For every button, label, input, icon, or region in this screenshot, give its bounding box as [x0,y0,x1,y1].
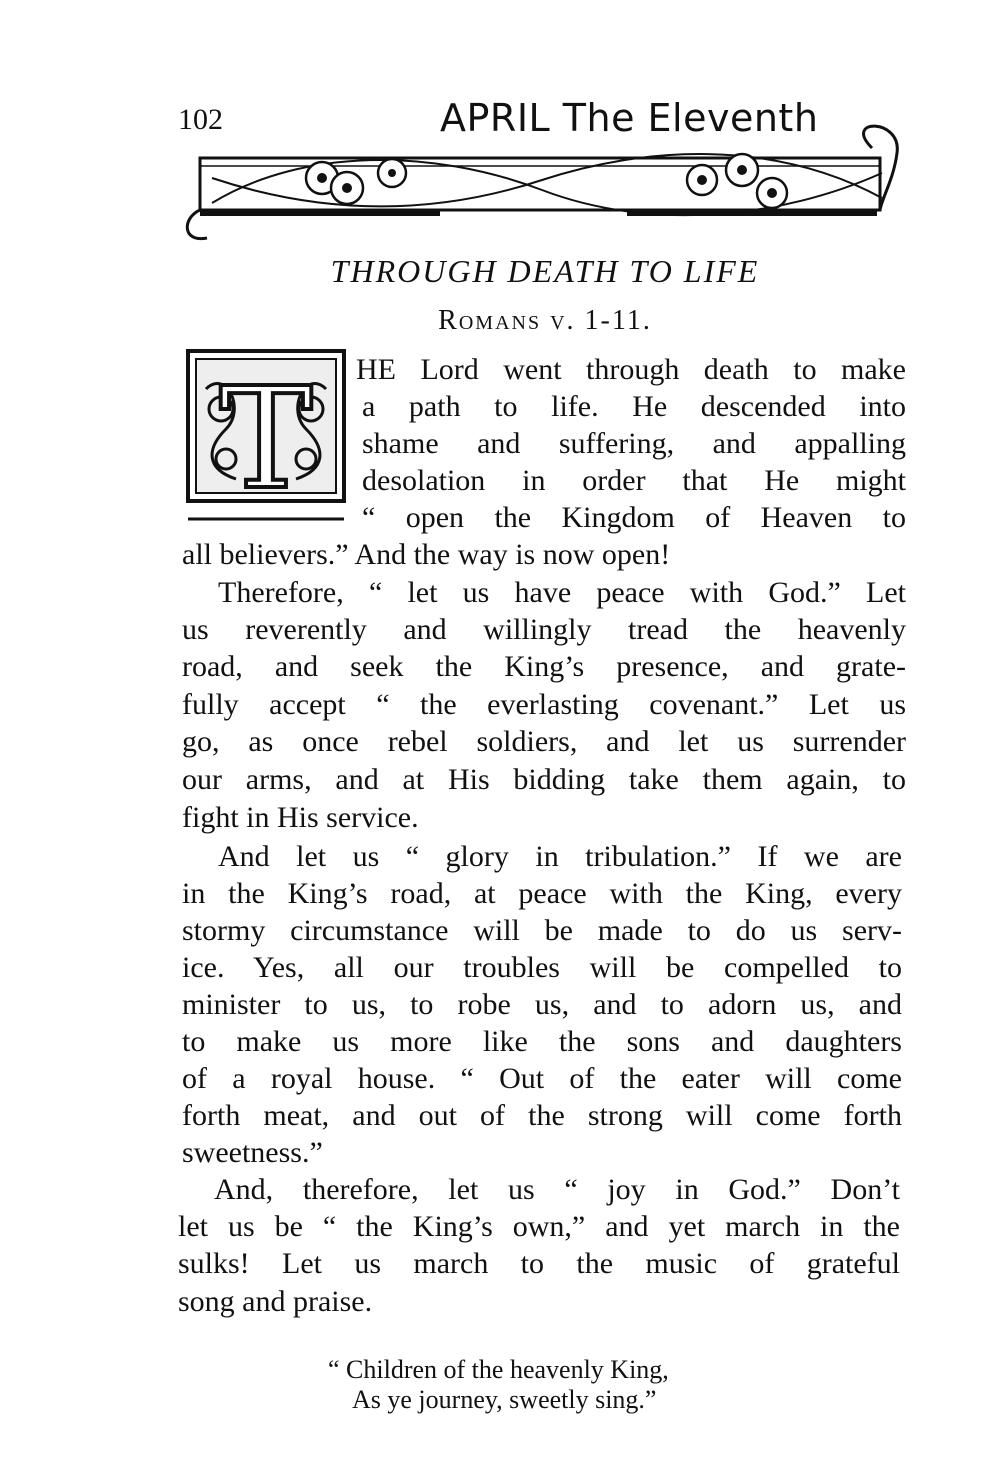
body-line: And let us “ glory in tribulation.” If we are [218,840,902,873]
running-head: APRIL The Eleventh [440,96,819,140]
body-line: road, and seek the King’s presence, and grate- [182,650,906,683]
body-line: of a royal house. “ Out of the eater will come [182,1062,902,1095]
illuminated-initial [186,349,346,523]
body-line: sulks! Let us march to the music of grateful [178,1247,900,1280]
body-line: ice. Yes, all our troubles will be compelled to [182,951,902,984]
body-line: song and praise. [178,1285,373,1318]
body-line: let us be “ the King’s own,” and yet march in the [178,1210,900,1243]
body-line: shame and suffering, and appalling [362,427,906,460]
body-line: all believers.” And the way is now open! [182,538,671,571]
body-line: go, as once rebel soldiers, and let us surrender [182,725,906,758]
body-line: desolation in order that He might [362,464,906,497]
poem-line: As ye journey, sweetly sing.” [352,1385,657,1414]
svg-text:T: T [219,358,313,521]
body-line: in the King’s road, at peace with the King, every [182,877,902,910]
body-line: sweetness.” [182,1136,323,1169]
body-line: “ open the Kingdom of Heaven to [362,501,906,534]
body-line: stormy circumstance will be made to do us serv- [182,914,902,947]
scripture-reference: Romans v. 1-11. [438,305,652,336]
section-title: THROUGH DEATH TO LIFE [330,253,760,289]
page-number: 102 [178,103,223,136]
body-line: forth meat, and out of the strong will come forth [182,1099,902,1132]
body-line: And, therefore, let us “ joy in God.” Don’t [214,1173,900,1206]
body-line: our arms, and at His bidding take them again, to [182,763,906,796]
body-line: minister to us, to robe us, and to adorn us, and [182,988,902,1021]
body-line: a path to life. He descended into [362,390,906,423]
body-line: HE Lord went through death to make [356,353,906,386]
poem-line: “ Children of the heavenly King, [328,1355,669,1384]
body-line: fully accept “ the everlasting covenant.” Let us [182,688,906,721]
body-line: Therefore, “ let us have peace with God.” Let [218,576,906,609]
body-line: to make us more like the sons and daughters [182,1025,902,1058]
body-line: fight in His service. [182,801,419,834]
floral-header-ornament [182,118,907,248]
body-line: us reverently and willingly tread the heavenly [182,613,906,646]
